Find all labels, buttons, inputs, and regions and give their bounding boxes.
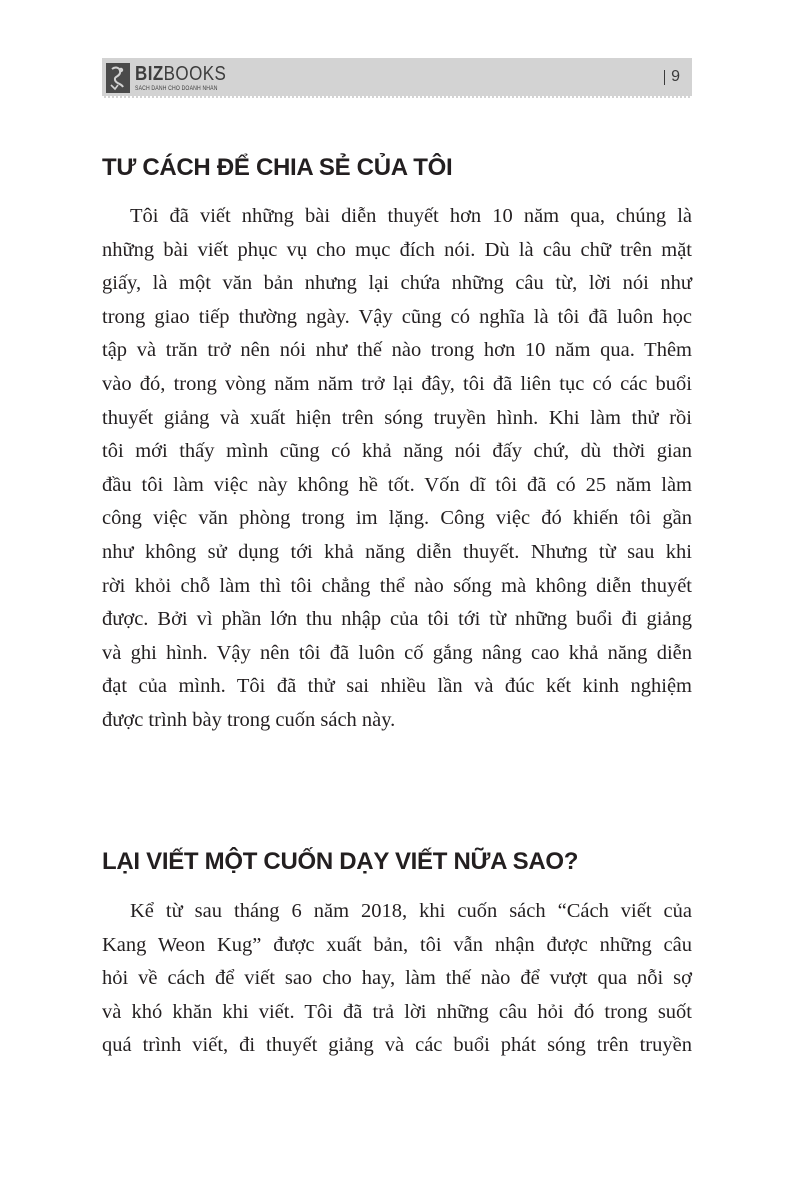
body-paragraph	[102, 895, 692, 1063]
running-header	[102, 58, 692, 98]
paragraph-line: quá trình viết, đi thuyết giảng và các buổi phát sóng trên truyền	[102, 1034, 692, 1057]
paragraph-line: tập và trăn trở nên nói như thế nào trong hơn 10 năm qua. Thêm	[102, 339, 692, 362]
brand-name-light: BOOKS	[163, 63, 227, 85]
paragraph-line: Tôi đã viết những bài diễn thuyết hơn 10 năm qua, chúng là	[130, 205, 692, 227]
paragraph-line: như không sử dụng tới khả năng diễn thuyết. Nhưng từ sau khi	[102, 540, 692, 563]
paragraph-line: công việc văn phòng trong im lặng. Công việc đó khiến tôi gần	[102, 507, 692, 530]
paragraph-line: rời khỏi chỗ làm thì tôi chẳng thể nào sống mà không diễn thuyết	[102, 574, 692, 597]
paragraph-line: những bài viết phục vụ cho mục đích nói. Dù là câu chữ trên mặt	[102, 238, 692, 261]
paragraph-line: đầu tôi làm việc này không hề tốt. Vốn dĩ tôi đã có 25 năm làm	[102, 473, 692, 496]
page-number-value: 9	[671, 68, 680, 85]
page-number-separator	[664, 70, 665, 85]
paragraph-line: Kể từ sau tháng 6 năm 2018, khi cuốn sách “Cách viết của	[130, 900, 692, 922]
paragraph-line: đạt của mình. Tôi đã thử sai nhiều lần và đúc kết kinh nghiệm	[102, 675, 692, 698]
page-number	[664, 68, 680, 86]
publisher-logo	[106, 61, 242, 95]
paragraph-line: Kang Weon Kug” được xuất bản, tôi vẫn nhận được những câu	[102, 933, 692, 956]
paragraph-line: hỏi về cách để viết sao cho hay, làm thế nào để vượt qua nỗi sợ	[102, 967, 692, 990]
section-heading: TƯ CÁCH ĐỂ CHIA SẺ CỦA TÔI	[102, 153, 453, 181]
brand-name	[135, 64, 226, 84]
bizbooks-logo-icon	[106, 63, 130, 93]
paragraph-line: tôi mới thấy mình cũng có khả năng nói đấy chứ, dù thời gian	[102, 440, 692, 463]
paragraph-line: được. Bởi vì phần lớn thu nhập của tôi tới từ những buổi đi giảng	[102, 608, 692, 631]
paragraph-line: và ghi hình. Vậy nên tôi đã luôn cố gắng nâng cao khả năng diễn	[102, 641, 692, 664]
body-paragraph	[102, 200, 692, 738]
paragraph-line: được trình bày trong cuốn sách này.	[102, 708, 396, 731]
paragraph-line: giấy, là một văn bản nhưng lại chứa những câu từ, lời nói như	[102, 272, 692, 295]
paragraph-line: và khó khăn khi viết. Tôi đã trả lời những câu hỏi đó trong suốt	[102, 1000, 692, 1023]
section-heading: LẠI VIẾT MỘT CUỐN DẠY VIẾT NỮA SAO?	[102, 847, 579, 875]
brand-name-bold: BIZ	[135, 63, 164, 85]
paragraph-line: vào đó, trong vòng năm năm trở lại đây, tôi đã liên tục có các buổi	[102, 372, 692, 395]
brand-tagline: SÁCH DÀNH CHO DOANH NHÂN	[135, 86, 218, 92]
paragraph-line: trong giao tiếp thường ngày. Vậy cũng có nghĩa là tôi đã luôn học	[102, 305, 692, 328]
paragraph-line: thuyết giảng và xuất hiện trên sóng truyền hình. Khi làm thử rồi	[102, 406, 692, 429]
